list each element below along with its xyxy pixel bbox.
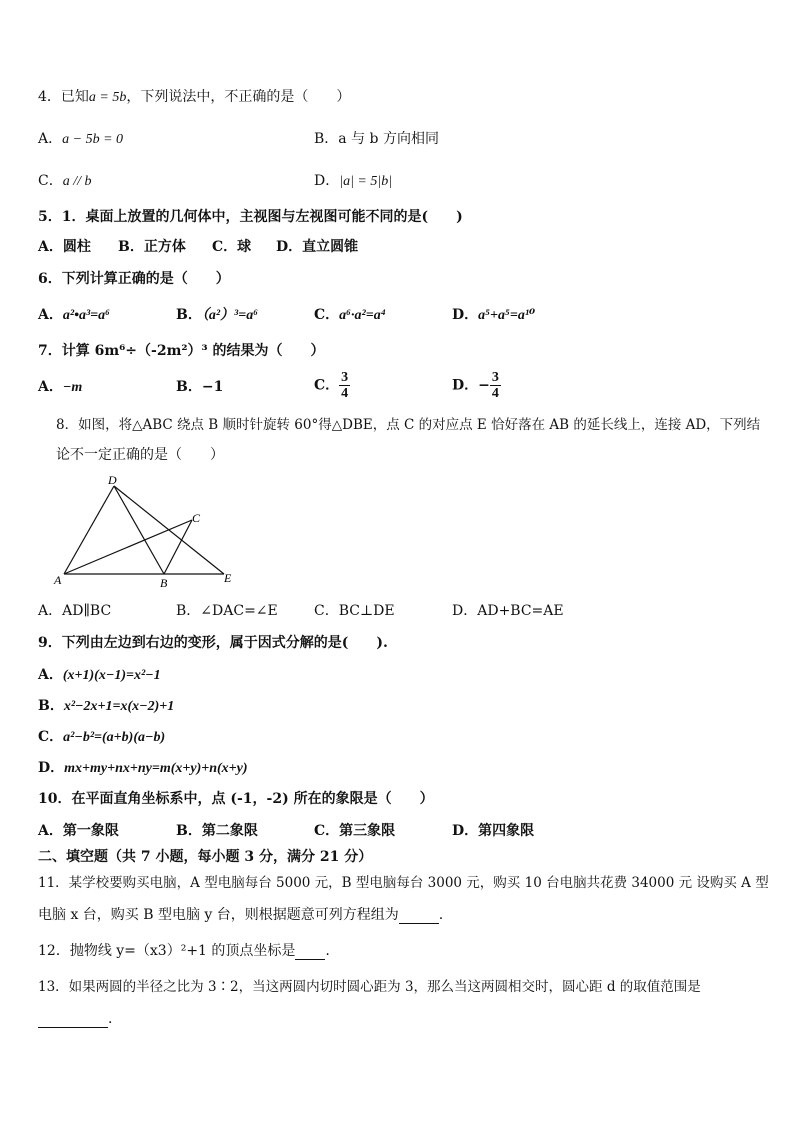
- denominator: 4: [491, 386, 499, 401]
- option-label: C．: [38, 729, 64, 745]
- label-b: B: [160, 576, 168, 590]
- q9-option-a: [38, 666, 161, 685]
- q7-option-c: [314, 370, 350, 401]
- option-label: A．: [38, 239, 63, 255]
- option-label: A．: [38, 131, 63, 147]
- label-e: E: [224, 571, 232, 585]
- label-a: A: [54, 573, 62, 587]
- q10-option-b: [176, 822, 258, 840]
- option-text: 直立圆锥: [302, 239, 359, 255]
- option-label: C．: [38, 173, 63, 189]
- segment-a-c: [64, 520, 192, 574]
- q4-stem-pre: 4．已知: [38, 89, 89, 105]
- q5-option-a: [38, 238, 91, 256]
- option-text: a 与 b 方向相同: [338, 131, 439, 147]
- segment-b-c: [164, 520, 192, 574]
- q8-stem-line2: 论不一定正确的是（ ）: [56, 447, 224, 463]
- option-label: B．: [176, 379, 202, 395]
- answer-blank[interactable]: [399, 909, 439, 924]
- q4-stem-post: ，下列说法中，不正确的是（ ）: [126, 89, 351, 105]
- q10-option-a: [38, 822, 119, 840]
- q9-option-c: [38, 728, 165, 747]
- q6-option-d: [452, 306, 535, 325]
- q8-option-d: [452, 602, 564, 620]
- option-text: ∠DAC=∠E: [200, 603, 278, 619]
- option-label: D．: [38, 760, 65, 776]
- option-label: C．: [314, 823, 340, 839]
- q8-option-b: [176, 602, 278, 620]
- option-text: |a| = 5|b|: [339, 174, 393, 189]
- q9-stem: 9．下列由左边到右边的变形，属于因式分解的是( ).: [38, 635, 388, 651]
- q8-option-a: [38, 602, 111, 620]
- option-label: D．: [452, 603, 478, 619]
- option-label: C．: [212, 239, 238, 255]
- option-label: B．: [176, 603, 201, 619]
- q11-line1: 11．某学校要购买电脑，A 型电脑每台 5000 元，B 型电脑每台 3000 元，购买 10 台电脑共花费 34000 元 设购买 A 型: [38, 875, 769, 891]
- option-text: a // b: [62, 174, 92, 189]
- q10-stem: 10．在平面直角坐标系中，点 (-1，-2) 所在的象限是（ ）: [38, 791, 434, 807]
- numerator: 3: [341, 370, 349, 385]
- option-text: AD∥BC: [62, 603, 112, 619]
- option-label: C．: [314, 377, 340, 394]
- option-text: AD+BC=AE: [477, 603, 564, 619]
- option-text: x²−2x+1=x(x−2)+1: [63, 699, 175, 714]
- option-label: D．: [452, 377, 479, 394]
- segment-a-d: [64, 486, 114, 574]
- q13-line2: [38, 1010, 112, 1028]
- option-text: BC⊥DE: [338, 603, 395, 619]
- option-text: a²•a³=a⁶: [62, 308, 111, 323]
- q4-option-a: [38, 130, 123, 149]
- q5-option-c: [212, 238, 251, 256]
- option-text: a⁵+a⁵=a¹⁰: [478, 308, 536, 323]
- option-label: C．: [314, 603, 339, 619]
- option-label: D．: [314, 173, 340, 189]
- option-label: A．: [38, 307, 63, 323]
- q10-option-d: [452, 822, 534, 840]
- q4-stem: [38, 88, 350, 107]
- q9-option-b: [38, 697, 174, 716]
- option-text: 第三象限: [339, 823, 396, 839]
- option-text: 圆柱: [62, 239, 91, 255]
- option-text: −1: [201, 379, 224, 395]
- option-text: 第二象限: [201, 823, 258, 839]
- option-label: A．: [38, 823, 63, 839]
- option-label: D．: [276, 239, 303, 255]
- option-label: B．: [176, 307, 202, 323]
- label-d: D: [108, 473, 117, 487]
- q13-line1: 13．如果两圆的半径之比为 3∶2，当这两圆内切时圆心距为 3，那么当这两圆相交时，圆心距 d 的取值范围是: [38, 979, 701, 995]
- q6-option-c: [314, 306, 386, 325]
- q8-stem-line1: 8．如图，将△ABC 绕点 B 顺时针旋转 60°得△DBE，点 C 的对应点 E 恰好落在 AB 的延长线上，连接 AD，下列结: [56, 417, 761, 433]
- q12-end: .: [325, 943, 330, 959]
- q11-line2-text: 电脑 x 台，购买 B 型电脑 y 台，则根据题意可列方程组为: [38, 907, 399, 923]
- option-label: B．: [38, 698, 64, 714]
- q7-option-a: [38, 378, 82, 397]
- option-text: (x+1)(x−1)=x²−1: [62, 668, 161, 683]
- option-text: 球: [237, 239, 252, 255]
- fraction: [339, 370, 350, 401]
- q12-text: 12．抛物线 y=（x3）²+1 的顶点坐标是: [38, 943, 296, 959]
- q5-stem: 5．1．桌面上放置的几何体中，主视图与左视图可能不同的是( ): [38, 209, 463, 225]
- option-label: C．: [314, 307, 340, 323]
- q11-line2-end: .: [438, 907, 444, 923]
- option-text: 第一象限: [62, 823, 119, 839]
- option-label: B．: [176, 823, 202, 839]
- option-text: a²−b²=(a+b)(a−b): [63, 730, 166, 745]
- option-label: D．: [452, 307, 479, 323]
- q7-stem: 7．计算 6m⁶÷（-2m²）³ 的结果为（ ）: [38, 343, 325, 359]
- q11-line2: [38, 906, 443, 924]
- option-text: a⁶·a²=a⁴: [339, 308, 386, 323]
- minus-sign: −: [478, 377, 490, 394]
- option-label: B．: [314, 131, 339, 147]
- option-text: a − 5b = 0: [62, 132, 124, 147]
- q6-stem: 6．下列计算正确的是（ ）: [38, 271, 230, 287]
- q6-option-a: [38, 306, 110, 325]
- fraction: [490, 370, 501, 401]
- numerator: 3: [491, 370, 499, 385]
- label-c: C: [192, 511, 201, 525]
- q12: [38, 942, 330, 960]
- option-label: A．: [38, 603, 63, 619]
- q9-option-d: [38, 759, 248, 778]
- segment-d-b: [114, 486, 164, 574]
- option-text: （a²）³=a⁶: [201, 308, 259, 323]
- option-text: 第四象限: [478, 823, 535, 839]
- q7-option-b: [176, 378, 223, 396]
- q4-option-d: [314, 172, 392, 191]
- q10-option-c: [314, 822, 395, 840]
- option-text: mx+my+nx+ny=m(x+y)+n(x+y): [64, 761, 248, 776]
- answer-blank[interactable]: [295, 945, 325, 960]
- q13-end: .: [108, 1011, 113, 1027]
- q8-option-c: [314, 602, 395, 620]
- q8-figure: [52, 472, 242, 592]
- option-label: B．: [118, 239, 144, 255]
- denominator: 4: [341, 386, 349, 401]
- option-label: A．: [38, 379, 63, 395]
- q5-option-d: [276, 238, 358, 256]
- option-label: D．: [452, 823, 479, 839]
- q5-option-b: [118, 238, 186, 256]
- q4-option-c: [38, 172, 92, 191]
- answer-blank[interactable]: [38, 1013, 108, 1028]
- q4-option-b: [314, 130, 439, 148]
- section-heading: 二、填空题（共 7 小题，每小题 3 分，满分 21 分）: [38, 849, 373, 865]
- option-text: 正方体: [143, 239, 186, 255]
- q6-option-b: [176, 306, 258, 325]
- option-text: −m: [62, 380, 83, 395]
- option-label: A．: [38, 667, 63, 683]
- q7-option-d: [452, 370, 501, 401]
- q4-stem-math: a = 5b: [88, 90, 127, 105]
